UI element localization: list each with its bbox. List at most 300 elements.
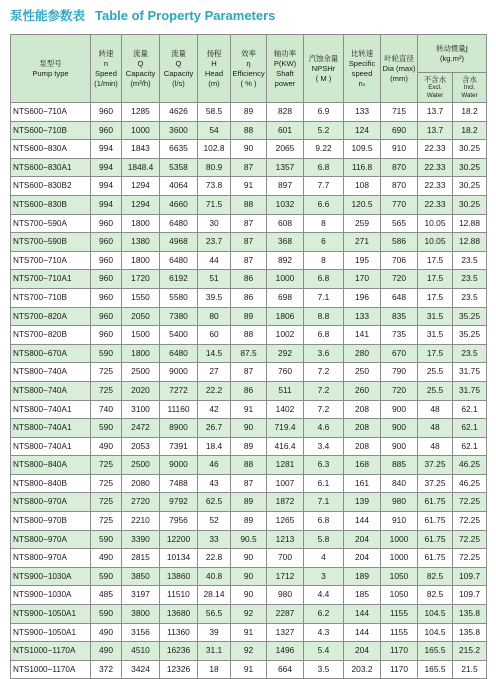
cell-npshr: 6.9 [304,103,344,122]
cell-specific-speed: 208 [344,400,381,419]
table-row [11,251,487,270]
cell-impeller-dia: 870 [381,177,418,196]
cell-model: NTS700−710A1 [11,270,91,289]
property-table [10,34,487,679]
cell-power: 760 [267,363,304,382]
cell-inertia-incl: 18.2 [453,103,487,122]
cell-inertia-excl: 104.5 [418,605,453,624]
table-row [11,623,487,642]
cell-specific-speed: 120.5 [344,195,381,214]
cell-specific-speed: 144 [344,605,381,624]
cell-capacity-ls: 6192 [160,270,198,289]
cell-efficiency: 87 [231,474,267,493]
cell-model: NTS800−740A1 [11,400,91,419]
cell-inertia-incl: 30.25 [453,158,487,177]
cell-model: NTS600−710A [11,103,91,122]
cell-inertia-incl: 35.25 [453,326,487,345]
cell-model: NTS800−970A [11,549,91,568]
table-row [11,270,487,289]
cell-efficiency: 89 [231,493,267,512]
cell-capacity-ls: 6480 [160,214,198,233]
table-row [11,456,487,475]
table-row [11,344,487,363]
cell-npshr: 7.1 [304,288,344,307]
cell-head: 51 [198,270,231,289]
cell-head: 60 [198,326,231,345]
cell-impeller-dia: 790 [381,363,418,382]
cell-efficiency: 88 [231,121,267,140]
cell-capacity-m3h: 1800 [122,251,160,270]
cell-inertia-incl: 135.8 [453,605,487,624]
cell-capacity-ls: 8900 [160,419,198,438]
cell-speed: 960 [91,288,122,307]
cell-inertia-incl: 23.5 [453,344,487,363]
cell-model: NTS800−740A [11,381,91,400]
cell-capacity-ls: 7488 [160,474,198,493]
cell-npshr: 6.1 [304,474,344,493]
cell-specific-speed: 204 [344,642,381,661]
cell-npshr: 3.4 [304,437,344,456]
cell-specific-speed: 139 [344,493,381,512]
cell-capacity-m3h: 2500 [122,456,160,475]
header-efficiency: 效率 η Efficiency ( % ) [231,35,267,103]
cell-efficiency: 88 [231,326,267,345]
cell-power: 1213 [267,530,304,549]
cell-capacity-m3h: 2500 [122,363,160,382]
cell-speed: 490 [91,642,122,661]
cell-capacity-ls: 6480 [160,251,198,270]
cell-model: NTS800−740A [11,363,91,382]
cell-efficiency: 87 [231,158,267,177]
cell-capacity-m3h: 1380 [122,233,160,252]
cell-model: NTS700−590B [11,233,91,252]
cell-npshr: 7.2 [304,400,344,419]
cell-speed: 994 [91,195,122,214]
cell-capacity-m3h: 1848.4 [122,158,160,177]
cell-head: 28.14 [198,586,231,605]
cell-capacity-ls: 4626 [160,103,198,122]
cell-speed: 960 [91,307,122,326]
cell-speed: 960 [91,121,122,140]
cell-head: 58.5 [198,103,231,122]
cell-inertia-incl: 30.25 [453,177,487,196]
header-inertia: 转动惯量J (kg.m²) [418,35,487,73]
table-row [11,214,487,233]
cell-power: 368 [267,233,304,252]
cell-head: 102.8 [198,140,231,159]
cell-specific-speed: 133 [344,103,381,122]
cell-specific-speed: 260 [344,381,381,400]
cell-inertia-excl: 31.5 [418,326,453,345]
header-inertia-incl: 含水 Incl. Water [453,73,487,103]
cell-speed: 960 [91,233,122,252]
cell-specific-speed: 108 [344,177,381,196]
cell-npshr: 7.2 [304,363,344,382]
cell-head: 39.5 [198,288,231,307]
title-en: Table of Property Parameters [95,8,276,23]
cell-model: NTS800−840B [11,474,91,493]
cell-impeller-dia: 1170 [381,642,418,661]
cell-npshr: 6.2 [304,605,344,624]
cell-speed: 490 [91,623,122,642]
cell-impeller-dia: 720 [381,381,418,400]
cell-efficiency: 86 [231,288,267,307]
table-row [11,660,487,679]
cell-inertia-incl: 31.75 [453,381,487,400]
cell-speed: 994 [91,177,122,196]
cell-specific-speed: 196 [344,288,381,307]
cell-inertia-excl: 48 [418,437,453,456]
cell-speed: 725 [91,381,122,400]
cell-speed: 490 [91,437,122,456]
cell-impeller-dia: 1155 [381,623,418,642]
cell-speed: 490 [91,549,122,568]
cell-efficiency: 90.5 [231,530,267,549]
cell-npshr: 7.2 [304,381,344,400]
cell-head: 18.4 [198,437,231,456]
cell-head: 44 [198,251,231,270]
cell-capacity-m3h: 2815 [122,549,160,568]
cell-specific-speed: 280 [344,344,381,363]
cell-power: 292 [267,344,304,363]
cell-npshr: 6.8 [304,158,344,177]
header-specific-speed: 比转速 Specific speed nₛ [344,35,381,103]
cell-inertia-excl: 37.25 [418,474,453,493]
cell-capacity-ls: 13860 [160,567,198,586]
cell-inertia-excl: 25.5 [418,363,453,382]
table-row [11,493,487,512]
cell-capacity-ls: 13680 [160,605,198,624]
cell-specific-speed: 208 [344,419,381,438]
cell-capacity-m3h: 2050 [122,307,160,326]
cell-impeller-dia: 715 [381,103,418,122]
cell-inertia-excl: 48 [418,400,453,419]
cell-npshr: 4.3 [304,623,344,642]
cell-inertia-excl: 17.5 [418,270,453,289]
cell-inertia-incl: 72.25 [453,493,487,512]
cell-inertia-excl: 10.05 [418,233,453,252]
cell-head: 52 [198,512,231,531]
cell-impeller-dia: 706 [381,251,418,270]
cell-efficiency: 91 [231,400,267,419]
cell-capacity-m3h: 1550 [122,288,160,307]
cell-head: 80.9 [198,158,231,177]
header-impeller-dia: 叶轮直径 Dia (max) (mm) [381,35,418,103]
table-body [11,103,487,679]
cell-power: 1327 [267,623,304,642]
cell-inertia-incl: 30.25 [453,140,487,159]
cell-inertia-incl: 72.25 [453,549,487,568]
cell-head: 23.7 [198,233,231,252]
cell-npshr: 5.2 [304,121,344,140]
cell-efficiency: 86 [231,381,267,400]
page-title [10,6,275,26]
cell-npshr: 9.22 [304,140,344,159]
cell-speed: 960 [91,251,122,270]
cell-model: NTS800−670A [11,344,91,363]
cell-power: 1806 [267,307,304,326]
cell-power: 2065 [267,140,304,159]
header-speed: 转速 n Speed (1/min) [91,35,122,103]
cell-head: 26.7 [198,419,231,438]
cell-power: 828 [267,103,304,122]
cell-impeller-dia: 735 [381,326,418,345]
cell-impeller-dia: 690 [381,121,418,140]
cell-capacity-m3h: 1843 [122,140,160,159]
cell-capacity-m3h: 1294 [122,177,160,196]
cell-npshr: 4 [304,549,344,568]
cell-specific-speed: 133 [344,307,381,326]
cell-model: NTS900−1050A1 [11,605,91,624]
cell-impeller-dia: 835 [381,307,418,326]
cell-capacity-ls: 6480 [160,344,198,363]
cell-inertia-incl: 62.1 [453,419,487,438]
cell-capacity-m3h: 3197 [122,586,160,605]
cell-npshr: 6.8 [304,512,344,531]
cell-capacity-ls: 4660 [160,195,198,214]
cell-efficiency: 89 [231,512,267,531]
cell-model: NTS800−970A [11,493,91,512]
cell-impeller-dia: 1155 [381,605,418,624]
cell-specific-speed: 204 [344,549,381,568]
cell-capacity-m3h: 1800 [122,344,160,363]
cell-efficiency: 92 [231,642,267,661]
cell-power: 1357 [267,158,304,177]
cell-efficiency: 90 [231,419,267,438]
cell-capacity-ls: 7391 [160,437,198,456]
cell-head: 54 [198,121,231,140]
cell-power: 416.4 [267,437,304,456]
cell-npshr: 7.7 [304,177,344,196]
cell-inertia-excl: 25.5 [418,381,453,400]
cell-specific-speed: 144 [344,512,381,531]
cell-speed: 960 [91,214,122,233]
cell-impeller-dia: 910 [381,512,418,531]
cell-speed: 725 [91,363,122,382]
cell-speed: 994 [91,140,122,159]
cell-impeller-dia: 900 [381,437,418,456]
cell-power: 1872 [267,493,304,512]
cell-specific-speed: 144 [344,623,381,642]
cell-efficiency: 91 [231,660,267,679]
cell-capacity-ls: 9000 [160,456,198,475]
cell-npshr: 3.6 [304,344,344,363]
cell-inertia-incl: 23.5 [453,270,487,289]
cell-inertia-incl: 109.7 [453,567,487,586]
cell-capacity-ls: 4968 [160,233,198,252]
cell-efficiency: 89 [231,103,267,122]
cell-inertia-excl: 61.75 [418,530,453,549]
cell-capacity-ls: 12200 [160,530,198,549]
cell-inertia-excl: 165.5 [418,660,453,679]
cell-inertia-excl: 61.75 [418,549,453,568]
cell-capacity-m3h: 2472 [122,419,160,438]
cell-inertia-excl: 165.5 [418,642,453,661]
cell-inertia-incl: 46.25 [453,474,487,493]
table-row [11,233,487,252]
cell-capacity-m3h: 2210 [122,512,160,531]
table-row [11,474,487,493]
cell-capacity-ls: 5580 [160,288,198,307]
cell-head: 18 [198,660,231,679]
cell-npshr: 6.8 [304,326,344,345]
cell-power: 1007 [267,474,304,493]
cell-power: 719.4 [267,419,304,438]
cell-npshr: 8 [304,214,344,233]
table-row [11,549,487,568]
table-row [11,419,487,438]
cell-capacity-ls: 12326 [160,660,198,679]
cell-power: 980 [267,586,304,605]
table-row [11,307,487,326]
cell-inertia-excl: 22.33 [418,177,453,196]
cell-model: NTS800−840A [11,456,91,475]
cell-capacity-ls: 7380 [160,307,198,326]
header-capacity-m3h: 流量 Q Capacity (m³/h) [122,35,160,103]
cell-inertia-excl: 48 [418,419,453,438]
cell-model: NTS600−830B2 [11,177,91,196]
cell-specific-speed: 161 [344,474,381,493]
cell-inertia-excl: 13.7 [418,121,453,140]
cell-efficiency: 90 [231,586,267,605]
cell-model: NTS900−1030A [11,567,91,586]
cell-impeller-dia: 900 [381,400,418,419]
cell-inertia-excl: 10.05 [418,214,453,233]
cell-power: 1281 [267,456,304,475]
cell-capacity-m3h: 1294 [122,195,160,214]
cell-impeller-dia: 1000 [381,530,418,549]
cell-head: 30 [198,214,231,233]
cell-efficiency: 87 [231,251,267,270]
cell-specific-speed: 189 [344,567,381,586]
cell-capacity-ls: 10134 [160,549,198,568]
cell-npshr: 5.8 [304,530,344,549]
cell-specific-speed: 116.8 [344,158,381,177]
cell-efficiency: 86 [231,270,267,289]
cell-power: 1032 [267,195,304,214]
cell-specific-speed: 259 [344,214,381,233]
cell-head: 14.5 [198,344,231,363]
cell-efficiency: 88 [231,456,267,475]
cell-specific-speed: 195 [344,251,381,270]
cell-inertia-incl: 46.25 [453,456,487,475]
cell-inertia-excl: 82.5 [418,567,453,586]
cell-head: 42 [198,400,231,419]
cell-inertia-excl: 17.5 [418,251,453,270]
cell-speed: 590 [91,419,122,438]
cell-speed: 725 [91,512,122,531]
cell-model: NTS700−710A [11,251,91,270]
cell-efficiency: 90 [231,549,267,568]
cell-speed: 725 [91,456,122,475]
cell-npshr: 7.1 [304,493,344,512]
cell-npshr: 4.6 [304,419,344,438]
cell-inertia-incl: 62.1 [453,400,487,419]
cell-power: 664 [267,660,304,679]
cell-capacity-ls: 5358 [160,158,198,177]
cell-inertia-incl: 72.25 [453,512,487,531]
cell-inertia-incl: 135.8 [453,623,487,642]
cell-head: 62.5 [198,493,231,512]
cell-inertia-incl: 12.88 [453,233,487,252]
cell-capacity-m3h: 3100 [122,400,160,419]
cell-capacity-m3h: 3800 [122,605,160,624]
cell-npshr: 3.5 [304,660,344,679]
cell-impeller-dia: 770 [381,195,418,214]
cell-head: 73.8 [198,177,231,196]
cell-efficiency: 89 [231,307,267,326]
cell-model: NTS600−830B [11,195,91,214]
cell-specific-speed: 170 [344,270,381,289]
cell-impeller-dia: 670 [381,344,418,363]
table-row [11,512,487,531]
cell-inertia-incl: 62.1 [453,437,487,456]
cell-specific-speed: 250 [344,363,381,382]
cell-npshr: 5.4 [304,642,344,661]
table-row [11,605,487,624]
cell-speed: 740 [91,400,122,419]
cell-specific-speed: 168 [344,456,381,475]
table-row [11,177,487,196]
cell-model: NTS600−830A [11,140,91,159]
cell-capacity-m3h: 2053 [122,437,160,456]
cell-efficiency: 87 [231,233,267,252]
cell-head: 39 [198,623,231,642]
cell-efficiency: 87 [231,214,267,233]
cell-impeller-dia: 870 [381,158,418,177]
cell-speed: 590 [91,344,122,363]
cell-npshr: 8.8 [304,307,344,326]
cell-speed: 590 [91,567,122,586]
cell-specific-speed: 203.2 [344,660,381,679]
cell-capacity-m3h: 1720 [122,270,160,289]
cell-power: 511 [267,381,304,400]
table-row [11,121,487,140]
cell-capacity-ls: 16236 [160,642,198,661]
cell-impeller-dia: 1050 [381,567,418,586]
cell-model: NTS800−970A [11,530,91,549]
cell-speed: 994 [91,158,122,177]
cell-speed: 725 [91,493,122,512]
cell-specific-speed: 271 [344,233,381,252]
table-row [11,586,487,605]
cell-impeller-dia: 1050 [381,586,418,605]
cell-specific-speed: 124 [344,121,381,140]
cell-impeller-dia: 720 [381,270,418,289]
cell-npshr: 6.6 [304,195,344,214]
cell-inertia-excl: 37.25 [418,456,453,475]
cell-capacity-m3h: 3424 [122,660,160,679]
cell-impeller-dia: 1170 [381,660,418,679]
table-row [11,140,487,159]
cell-capacity-ls: 6635 [160,140,198,159]
cell-capacity-m3h: 1000 [122,121,160,140]
cell-head: 22.2 [198,381,231,400]
cell-inertia-incl: 12.88 [453,214,487,233]
cell-capacity-ls: 11510 [160,586,198,605]
cell-impeller-dia: 648 [381,288,418,307]
table-row [11,642,487,661]
cell-efficiency: 88 [231,195,267,214]
cell-head: 33 [198,530,231,549]
cell-head: 27 [198,363,231,382]
cell-capacity-ls: 11160 [160,400,198,419]
cell-inertia-incl: 21.5 [453,660,487,679]
cell-efficiency: 87 [231,363,267,382]
cell-capacity-ls: 11360 [160,623,198,642]
cell-power: 1002 [267,326,304,345]
cell-capacity-m3h: 2020 [122,381,160,400]
